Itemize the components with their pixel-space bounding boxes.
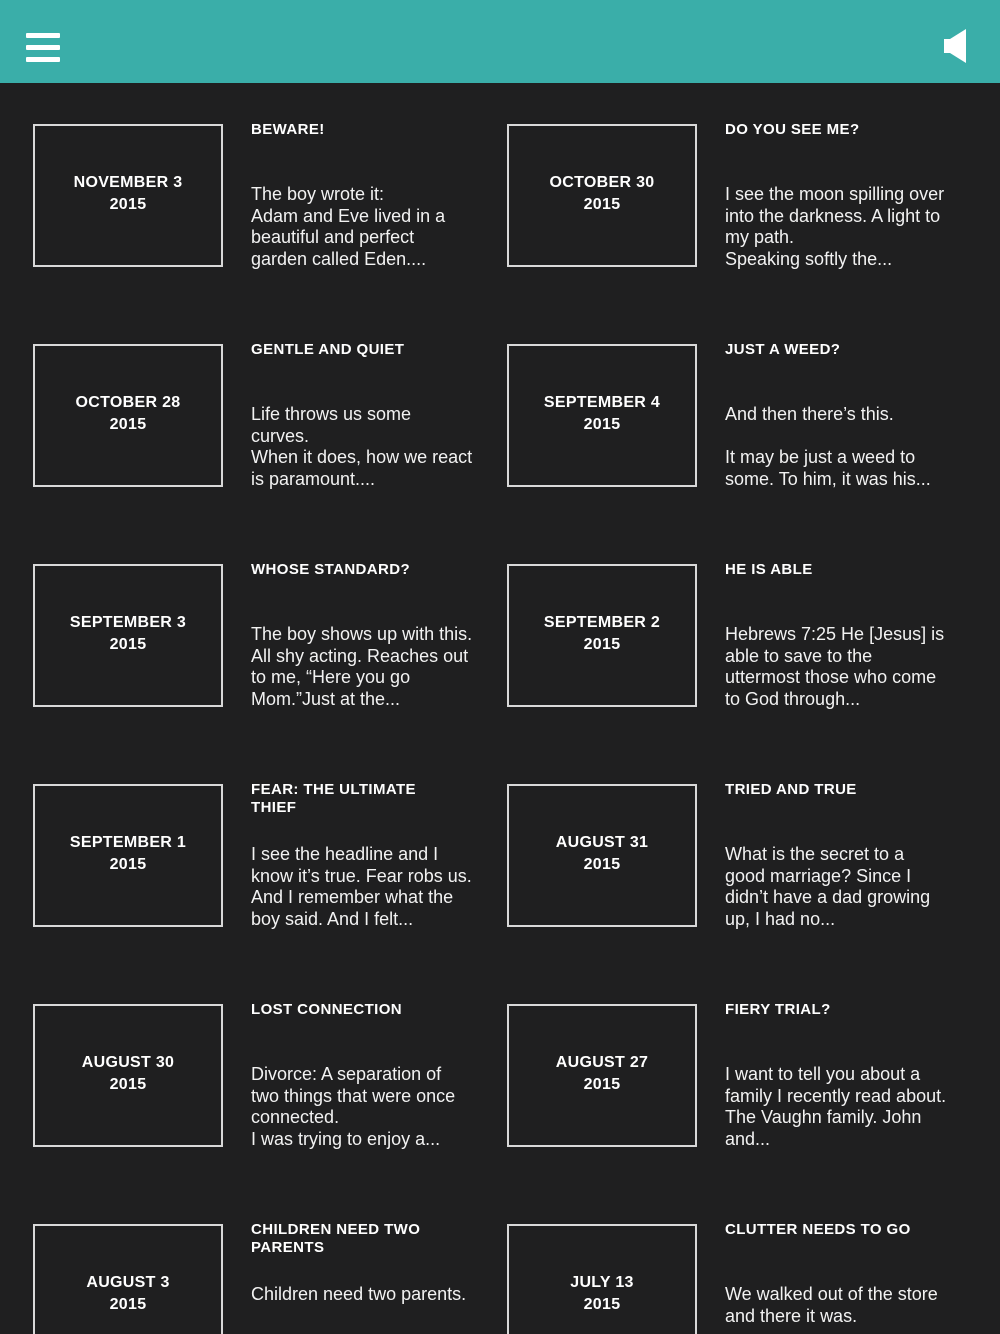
date-year: 2015 bbox=[109, 415, 147, 433]
date-box bbox=[507, 1004, 697, 1147]
post-excerpt: I see the moon spilling over into the darkness. A light to my path. Speaking softly the... bbox=[725, 184, 945, 270]
date-month-day: SEPTEMBER 3 bbox=[69, 613, 187, 631]
post-title[interactable]: FIERY TRIAL? bbox=[725, 1001, 831, 1018]
post-card[interactable] bbox=[474, 83, 948, 283]
post-title[interactable]: TRIED AND TRUE bbox=[725, 781, 857, 798]
date-box bbox=[33, 344, 223, 487]
date-month-day: OCTOBER 30 bbox=[549, 173, 655, 191]
post-title[interactable]: GENTLE AND QUIET bbox=[251, 341, 405, 358]
post-card[interactable] bbox=[474, 523, 948, 723]
post-excerpt: I see the headline and I know it’s true. Fear robs us. And I remember what the boy said. And I felt... bbox=[251, 844, 472, 930]
post-title[interactable]: CHILDREN NEED TWO PARENTS bbox=[251, 1221, 421, 1256]
post-excerpt: And then there’s this. It may be just a weed to some. To him, it was his... bbox=[725, 404, 931, 490]
post-excerpt: Divorce: A separation of two things that were once connected. I was trying to enjoy a... bbox=[251, 1064, 456, 1150]
post-title[interactable]: DO YOU SEE ME? bbox=[725, 121, 860, 138]
post-excerpt: Life throws us some curves. When it does, how we react is paramount.... bbox=[251, 404, 473, 490]
post-excerpt: The boy shows up with this. All shy acting. Reaches out to me, “Here you go Mom.”Just at the... bbox=[251, 624, 473, 710]
date-box bbox=[33, 1004, 223, 1147]
date-year: 2015 bbox=[109, 635, 147, 653]
date-month-day: OCTOBER 28 bbox=[75, 393, 181, 411]
date-year: 2015 bbox=[583, 195, 621, 213]
post-excerpt: I want to tell you about a family I recently read about. The Vaughn family. John and... bbox=[725, 1064, 947, 1150]
date-year: 2015 bbox=[109, 855, 147, 873]
date-month-day: AUGUST 31 bbox=[555, 833, 649, 851]
date-box bbox=[507, 784, 697, 927]
post-card[interactable] bbox=[0, 523, 474, 723]
post-excerpt: Hebrews 7:25 He [Jesus] is able to save to the uttermost those who come to God through... bbox=[725, 624, 945, 710]
date-year: 2015 bbox=[109, 1295, 147, 1313]
post-card[interactable] bbox=[474, 743, 948, 943]
post-excerpt: Children need two parents. bbox=[251, 1284, 467, 1304]
post-title[interactable]: CLUTTER NEEDS TO GO bbox=[725, 1221, 911, 1238]
date-box bbox=[507, 124, 697, 267]
date-month-day: NOVEMBER 3 bbox=[73, 173, 183, 191]
hamburger-menu-icon[interactable] bbox=[26, 33, 60, 63]
post-feed bbox=[0, 83, 1000, 1334]
date-box bbox=[507, 344, 697, 487]
post-excerpt: What is the secret to a good marriage? Since I didn’t have a dad growing up, I had no... bbox=[725, 844, 931, 930]
date-box bbox=[507, 564, 697, 707]
date-month-day: AUGUST 27 bbox=[555, 1053, 649, 1071]
date-year: 2015 bbox=[583, 635, 621, 653]
date-box bbox=[507, 1224, 697, 1334]
date-box bbox=[33, 784, 223, 927]
date-year: 2015 bbox=[583, 415, 621, 433]
post-card[interactable] bbox=[0, 303, 474, 503]
date-year: 2015 bbox=[109, 195, 147, 213]
date-year: 2015 bbox=[583, 1295, 621, 1313]
post-title[interactable]: FEAR: THE ULTIMATE THIEF bbox=[251, 781, 416, 816]
post-title[interactable]: HE IS ABLE bbox=[725, 561, 813, 578]
date-box bbox=[33, 1224, 223, 1334]
date-box bbox=[33, 564, 223, 707]
post-card[interactable] bbox=[0, 743, 474, 943]
post-excerpt: We walked out of the store and there it was. bbox=[725, 1284, 938, 1326]
post-title[interactable]: JUST A WEED? bbox=[725, 341, 841, 358]
date-month-day: SEPTEMBER 2 bbox=[543, 613, 661, 631]
date-year: 2015 bbox=[583, 1075, 621, 1093]
speaker-icon[interactable] bbox=[944, 28, 968, 64]
post-card[interactable] bbox=[474, 1183, 948, 1334]
date-year: 2015 bbox=[109, 1075, 147, 1093]
date-box bbox=[33, 124, 223, 267]
post-title[interactable]: LOST CONNECTION bbox=[251, 1001, 402, 1018]
date-month-day: AUGUST 3 bbox=[86, 1273, 170, 1291]
date-month-day: AUGUST 30 bbox=[81, 1053, 175, 1071]
post-card[interactable] bbox=[0, 963, 474, 1163]
top-bar bbox=[0, 0, 1000, 83]
post-card[interactable] bbox=[474, 303, 948, 503]
date-month-day: JULY 13 bbox=[570, 1273, 634, 1291]
post-card[interactable] bbox=[474, 963, 948, 1163]
date-year: 2015 bbox=[583, 855, 621, 873]
post-card[interactable] bbox=[0, 1183, 474, 1334]
post-title[interactable]: WHOSE STANDARD? bbox=[251, 561, 411, 578]
post-title[interactable]: BEWARE! bbox=[251, 121, 325, 138]
date-month-day: SEPTEMBER 1 bbox=[69, 833, 187, 851]
post-excerpt: The boy wrote it: Adam and Eve lived in a beautiful and perfect garden called Eden.... bbox=[251, 184, 446, 270]
post-card[interactable] bbox=[0, 83, 474, 283]
date-month-day: SEPTEMBER 4 bbox=[543, 393, 661, 411]
